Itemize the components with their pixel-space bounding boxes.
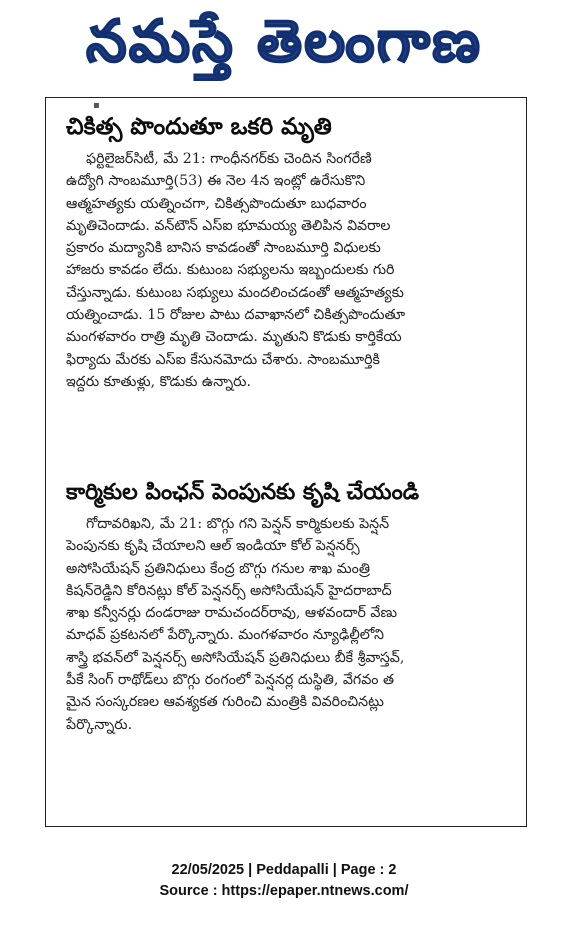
article-2-line: మైన సంస్కరణల ఆవశ్యకత గురించి మంత్రికి వివరించినట్లు [66, 694, 384, 711]
article-2-line: శాఖ కన్వీనర్లు దండరాజు రామచందర్‌రావు, ఆళవందార్ వేణు [66, 605, 398, 622]
footer-dateline: 22/05/2025 | Peddapalli | Page : 2 [171, 862, 397, 878]
article-1-line: ఇద్దరు కూతుళ్లు, కొడుకు ఉన్నారు. [66, 373, 251, 390]
article-1-line: ఆత్మహత్యకు యత్నించగా, చికిత్సపొందుతూ బుధవారం [66, 195, 367, 212]
article-1-headline: చికిత్స పొందుతూ ఒకరి మృతి [66, 114, 332, 140]
article-2-line: మాధవ్ ప్రకటనలో పేర్కొన్నారు. మంగళవారం న్యూఢిల్లీలోని [66, 627, 384, 644]
article-2-line: పేర్కొన్నారు. [66, 716, 133, 733]
masthead-title: నమస్తే తెలంగాణ [86, 8, 482, 75]
decorative-dot: ▪ [93, 100, 100, 111]
article-2-line: కిషన్‌రెడ్డిని కోరినట్లు కోల్ పెన్షనర్స్ అసోసియేషన్ హైదరాబాద్ [66, 582, 392, 599]
article-2-line: అసోసియేషన్ ప్రతినిధులు కేంద్ర బొగ్గు గనుల శాఖ మంత్రి [66, 560, 370, 577]
article-2-line: గోదావరిఖని, మే 21: బొగ్గు గని పెన్షన్ కార్మికులకు పెన్షన్ [86, 516, 390, 532]
article-2-line: పెంపునకు కృషి చేయాలని ఆల్ ఇండియా కోల్ పెన్షనర్స్ [66, 538, 360, 555]
footer-source: Source : https://epaper.ntnews.com/ [159, 883, 409, 899]
article-1-line: ఉద్యోగి సాంబమూర్తి(53) ఈ నెల 4న ఇంట్లో ఉరేసుకొని [66, 173, 366, 190]
article-2-line: శాస్త్రి భవన్‌లో పెన్షనర్స్ అసోసియేషన్ ప్రతినిధులు బీకే శ్రీవాస్తవ్, [66, 649, 405, 666]
masthead [0, 8, 568, 88]
article-1-line: హాజరు కావడం లేదు. కుటుంబ సభ్యులను ఇబ్బందులకు గురి [66, 262, 395, 279]
article-2-body [66, 513, 498, 736]
article-1-line: ఫిర్యాదు మేరకు ఎస్ఐ కేసునమోదు చేశారు. సాంబమూర్తికి [66, 351, 380, 368]
article-1-line: యత్నించాడు. 15 రోజుల పాటు దవాఖానలో చికిత్సపొందుతూ [66, 307, 406, 324]
article-1-body [66, 148, 498, 393]
article-1-line: చేస్తున్నాడు. కుటుంబ సభ్యులు మందలించడంతో ఆత్మహత్యకు [66, 284, 404, 301]
article-1-line: మృతిచెందాడు. వన్‌టౌన్ ఎస్ఐ భూమయ్య తెలిపిన వివరాల [66, 217, 391, 234]
article-1-line: మంగళవారం రాత్రి మృతి చెందాడు. మృతుని కొడుకు కార్తికేయ [66, 329, 402, 346]
article-2-line: పీకే సింగ్ రాథోడ్‌లు బొగ్గు రంగంలో పెన్షనర్ల దుస్థితి, వేగవం త [66, 672, 395, 689]
article-1-line: ప్రకారం మద్యానికి బానిస కావడంతో సాంబమూర్తి విధులకు [66, 240, 381, 257]
article-2-headline: కార్మికుల పింఛన్ పెంపునకు కృషి చేయండి [66, 480, 420, 505]
article-1-line: ఫర్టిలైజర్‌సిటీ, మే 21: గాంధీనగర్‌కు చెందిన సింగరేణి [86, 151, 372, 167]
